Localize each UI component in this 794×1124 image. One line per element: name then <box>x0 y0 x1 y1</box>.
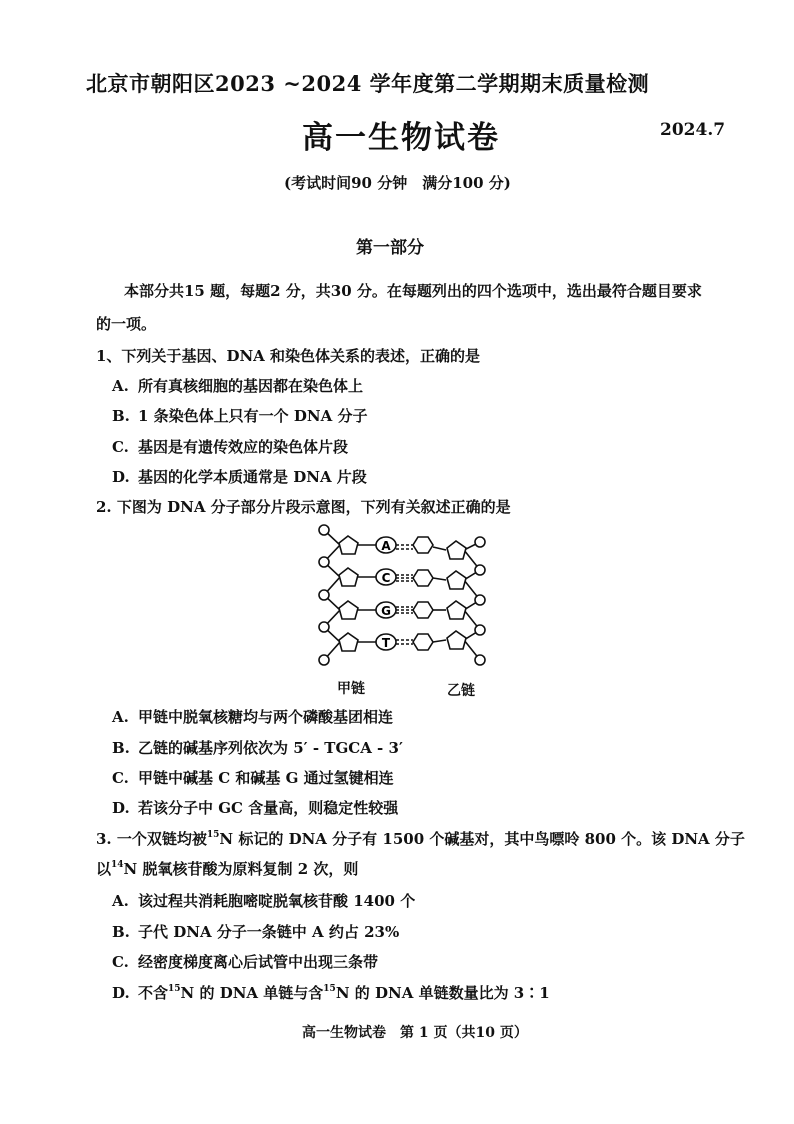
option-text: 若该分子中 GC 含量高，则稳定性较强 <box>138 799 399 817</box>
instructions-line-2: 的一项。 <box>96 315 157 333</box>
section-title: 第一部分 <box>356 238 424 258</box>
option-text: 经密度梯度离心后试管中出现三条带 <box>138 953 379 971</box>
option-text: 基因的化学本质通常是 DNA 片段 <box>138 468 367 486</box>
base-label-3: G <box>381 604 391 618</box>
option-text: 乙链的碱基序列依次为 5′ - TGCA - 3′ <box>138 739 403 757</box>
exam-title: 高一生物试卷 <box>302 120 500 156</box>
option-text: 甲链中碱基 C 和碱基 G 通过氢键相连 <box>138 769 394 787</box>
chain-left-label: 甲链 <box>337 681 365 697</box>
base-label-2: C <box>381 571 391 585</box>
q1-option-d <box>112 466 367 487</box>
option-text: N 的 DNA 单链数量比为 3∶1 <box>335 984 550 1002</box>
base-label-1: A <box>381 539 391 553</box>
exam-date: 2024.7 <box>660 120 726 140</box>
option-letter: C. <box>112 769 129 787</box>
option-text: 基因是有遗传效应的染色体片段 <box>138 438 349 456</box>
page-footer: 高一生物试卷 第 1 页（共10 页） <box>302 1025 528 1041</box>
q3-superscript: 15 <box>168 984 181 994</box>
dna-diagram <box>300 520 500 700</box>
q2-option-b <box>112 737 403 758</box>
option-letter: C. <box>112 953 129 971</box>
option-letter: D. <box>112 984 130 1002</box>
option-letter: A. <box>112 892 129 910</box>
q3-option-c <box>112 951 378 972</box>
option-text: 甲链中脱氧核糖均与两个磷酸基团相连 <box>138 708 394 726</box>
q3-stem-text: 以 <box>96 860 112 878</box>
instructions-line-1: 本部分共15 题，每题2 分，共30 分。在每题列出的四个选项中，选出最符合题目要求 <box>124 282 702 300</box>
question-3-stem-line-2 <box>96 858 358 879</box>
q3-stem-text: 3. 一个双链均被 <box>96 830 207 848</box>
question-2-stem: 2. 下图为 DNA 分子部分片段示意图，下列有关叙述正确的是 <box>96 498 511 516</box>
q3-option-d <box>112 982 550 1003</box>
option-letter: B. <box>112 923 130 941</box>
q3-option-a <box>112 890 415 911</box>
question-3-stem-line-1 <box>96 828 745 849</box>
exam-info: (考试时间90 分钟 满分100 分) <box>284 174 511 192</box>
question-1-stem: 1、下列关于基因、DNA 和染色体关系的表述，正确的是 <box>96 347 481 365</box>
option-letter: A. <box>112 377 129 395</box>
option-text: 1 条染色体上只有一个 DNA 分子 <box>138 407 368 425</box>
q2-option-a <box>112 706 393 727</box>
option-letter: B. <box>112 739 130 757</box>
q3-superscript: 15 <box>323 984 336 994</box>
option-letter: B. <box>112 407 130 425</box>
q3-superscript: 15 <box>206 830 220 840</box>
option-letter: C. <box>112 438 129 456</box>
q1-option-b <box>112 405 367 426</box>
q3-stem-text: N 标记的 DNA 分子有 1500 个碱基对，其中鸟嘌呤 800 个。该 DNA 分子 <box>219 830 745 848</box>
option-letter: D. <box>112 468 130 486</box>
q2-option-d <box>112 797 398 818</box>
option-text: 子代 DNA 分子一条链中 A 约占 23% <box>138 923 400 941</box>
q3-stem-text: N 脱氧核苷酸为原料复制 2 次，则 <box>123 860 359 878</box>
option-text: N 的 DNA 单链与含 <box>180 984 324 1002</box>
option-letter: D. <box>112 799 130 817</box>
q1-option-c <box>112 436 348 457</box>
option-text: 该过程共消耗胞嘧啶脱氧核苷酸 1400 个 <box>138 892 416 910</box>
header-title: 北京市朝阳区2023 ~2024 学年度第二学期期末质量检测 <box>86 71 650 96</box>
base-label-4: T <box>381 636 391 650</box>
chain-right-label: 乙链 <box>447 683 475 699</box>
option-text: 不含 <box>138 984 169 1002</box>
q1-option-a <box>112 375 363 396</box>
q2-option-c <box>112 767 394 788</box>
q3-superscript: 14 <box>111 860 124 870</box>
q3-option-b <box>112 921 399 942</box>
option-letter: A. <box>112 708 129 726</box>
option-text: 所有真核细胞的基因都在染色体上 <box>138 377 364 395</box>
